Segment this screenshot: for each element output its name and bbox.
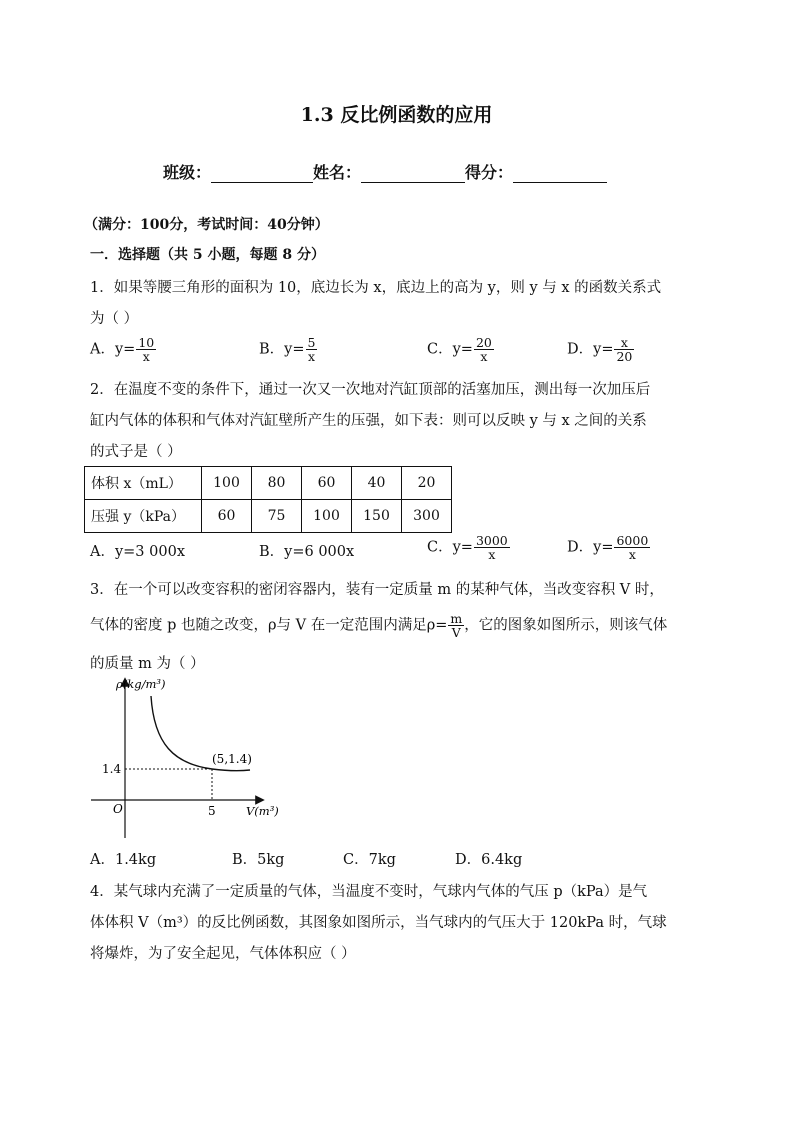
- q2-option-d: D．y= $\frac{6000}{x}$: [567, 533, 649, 563]
- table-cell: 40: [352, 467, 402, 500]
- q4-line1: 4．某气球内充满了一定质量的气体，当温度不变时，气球内气体的气压 p（kPa）是气: [90, 884, 648, 900]
- q2-line3: 的式子是（ ）: [90, 444, 182, 460]
- q1-line2: 为（ ）: [90, 311, 139, 327]
- q3-line3: 的质量 m 为（ ）: [90, 656, 205, 672]
- q3-option-b: B．5kg: [232, 852, 285, 868]
- q4-line2: 体体积 V（m³）的反比例函数，其图象如图所示，当气球内的气压大于 120kPa 时，气球: [90, 915, 667, 931]
- x-axis-label: V(m³): [246, 804, 279, 818]
- table-cell: 80: [252, 467, 302, 500]
- x-tick-label: 5: [208, 804, 216, 818]
- point-label: (5,1.4): [212, 752, 252, 766]
- student-info-line: [163, 160, 607, 183]
- y-axis-label: ρ(kg/m³): [116, 677, 166, 691]
- q3-line1: 3．在一个可以改变容积的密闭容器内，装有一定质量 m 的某种气体，当改变容积 V 时，: [90, 582, 664, 598]
- table-row-header: 压强 y（kPa）: [85, 500, 202, 533]
- q1-option-c: C．y= $\frac{20}{x}$: [427, 335, 492, 365]
- table-cell: 300: [402, 500, 452, 533]
- class-label: 班级：: [163, 163, 212, 182]
- origin-label: O: [113, 802, 123, 816]
- score-label: 得分：: [465, 163, 514, 182]
- score-blank: [513, 162, 607, 183]
- q2-line1: 2．在温度不变的条件下，通过一次又一次地对汽缸顶部的活塞加压，测出每一次加压后: [90, 382, 651, 398]
- q1-line1: 1．如果等腰三角形的面积为 10，底边长为 x，底边上的高为 y，则 y 与 x 的函数关系式: [90, 280, 662, 296]
- exam-note: （满分：100分，考试时间：40分钟）: [84, 217, 329, 233]
- q2-option-b: B．y=6 000x: [259, 544, 355, 560]
- table-row-header: 体积 x（mL）: [85, 467, 202, 500]
- table-cell: 60: [302, 467, 352, 500]
- q2-line2: 缸内气体的体积和气体对汽缸壁所产生的压强，如下表：则可以反映 y 与 x 之间的关系: [90, 413, 647, 429]
- q2-option-c: C．y= $\frac{3000}{x}$: [427, 533, 508, 563]
- q3-option-c: C．7kg: [343, 852, 396, 868]
- q2-option-a: A．y=3 000x: [90, 544, 186, 560]
- y-tick-label: 1.4: [102, 762, 122, 776]
- table-cell: 75: [252, 500, 302, 533]
- density-volume-graph: [88, 672, 288, 848]
- name-blank: [361, 162, 465, 183]
- q4-line3: 将爆炸，为了安全起见，气体体积应（ ）: [90, 946, 356, 962]
- table-row: [85, 500, 452, 533]
- q1-option-d: D．y= $\frac{x}{20}$: [567, 335, 633, 365]
- table-cell: 100: [302, 500, 352, 533]
- section-heading: 一．选择题（共 5 小题，每题 8 分）: [90, 247, 325, 263]
- table-cell: 150: [352, 500, 402, 533]
- q3-option-d: D．6.4kg: [455, 852, 523, 868]
- q3-line2: 气体的密度 p 也随之改变，ρ与 V 在一定范围内满足ρ= $\frac{m}{V}$ ，它的图象如图所示，则该气体: [90, 611, 668, 641]
- table-row: [85, 467, 452, 500]
- q3-option-a: A．1.4kg: [90, 852, 157, 868]
- table-cell: 100: [202, 467, 252, 500]
- page-title: 1.3 反比例函数的应用: [300, 104, 493, 126]
- table-cell: 60: [202, 500, 252, 533]
- name-label: 姓名：: [313, 163, 362, 182]
- class-blank: [211, 162, 313, 183]
- q1-option-a: A．y= $\frac{10}{x}$: [90, 335, 155, 365]
- q1-option-b: B．y= $\frac{5}{x}$: [259, 335, 316, 365]
- table-cell: 20: [402, 467, 452, 500]
- volume-pressure-table: [84, 466, 452, 533]
